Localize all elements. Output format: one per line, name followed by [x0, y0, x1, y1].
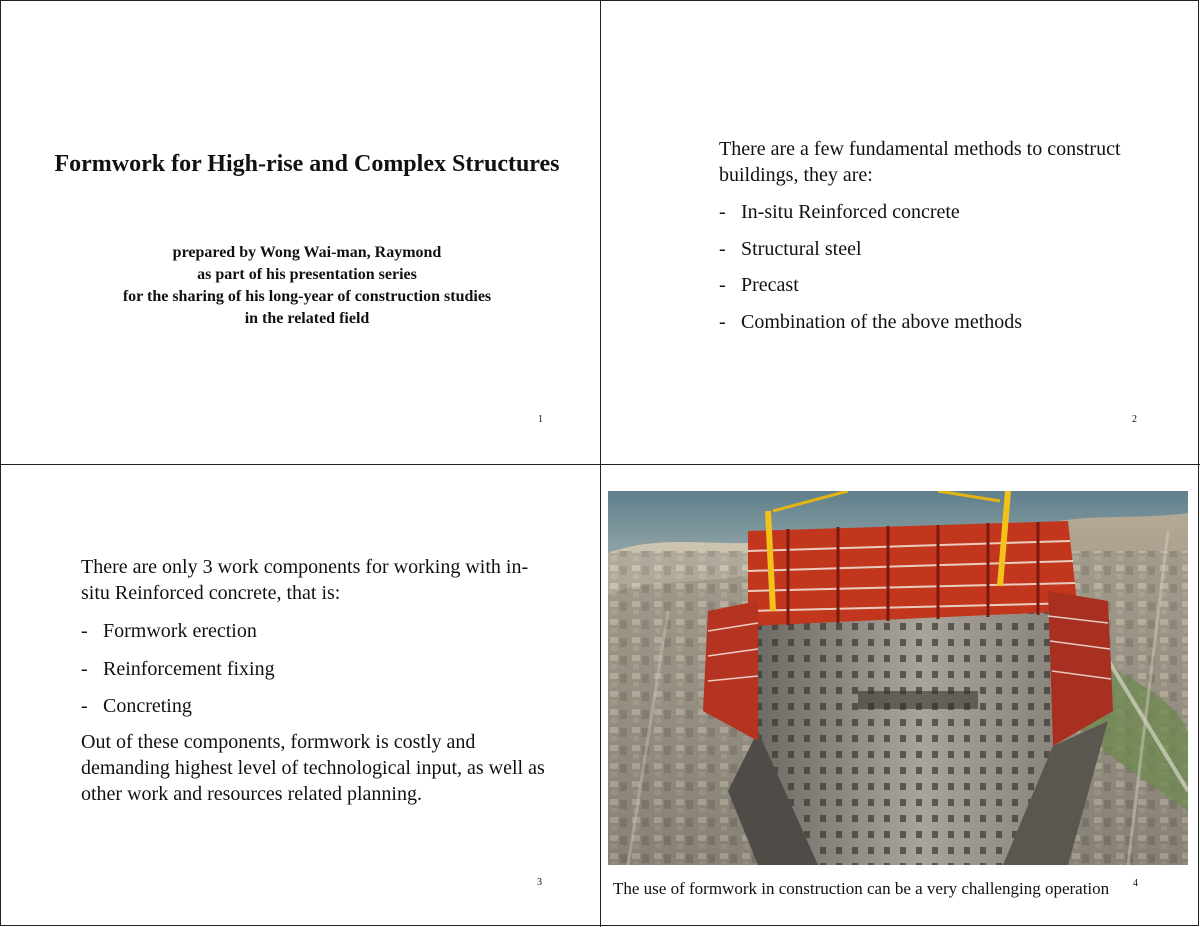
page-number: 1 [538, 414, 543, 425]
list-item-text: Concreting [103, 695, 192, 717]
list-item-text: Structural steel [741, 237, 862, 260]
list-item [719, 272, 1022, 298]
list-item [81, 618, 275, 644]
bullet-dash: - [81, 657, 88, 680]
slide-subtitle [60, 242, 554, 330]
list-item-text: Precast [741, 274, 799, 296]
bullet-dash: - [81, 695, 88, 717]
slide-1 [0, 0, 600, 464]
list-item [719, 236, 1022, 262]
subtitle-line: as part of his presentation series [197, 266, 417, 283]
list-item [81, 693, 275, 719]
page-number: 4 [1133, 878, 1138, 889]
slide-intro-text: There are only 3 work components for working with in-situ Reinforced concrete, that is: [81, 556, 529, 604]
subtitle-line: prepared by Wong Wai-man, Raymond [172, 244, 442, 261]
slide-closing-text: Out of these components, formwork is costly and demanding highest level of technological input, as well as other work and resources related planning. [81, 731, 545, 805]
bullet-dash: - [719, 310, 726, 333]
photo-caption: The use of formwork in construction can be a very challenging operation [613, 879, 1110, 898]
bullet-dash: - [719, 237, 726, 260]
slide-intro-text: There are a few fundamental methods to construct buildings, they are: [719, 138, 1121, 186]
components-list [81, 618, 275, 731]
bullet-dash: - [81, 620, 88, 642]
list-item-text: Reinforcement fixing [103, 657, 275, 680]
page-number: 3 [537, 877, 542, 888]
construction-photo [608, 491, 1188, 865]
slide-4 [601, 465, 1200, 927]
list-item-text: Combination of the above methods [741, 310, 1023, 333]
page-number: 2 [1132, 414, 1137, 425]
slide-3 [0, 465, 600, 927]
methods-list [719, 199, 1022, 345]
list-item [81, 656, 275, 682]
bullet-dash: - [719, 274, 726, 296]
list-item-text: Formwork erection [103, 620, 257, 642]
slide-2 [601, 0, 1200, 464]
list-item-text: In-situ Reinforced concrete [741, 201, 960, 223]
bullet-dash: - [719, 201, 726, 223]
subtitle-line: in the related field [244, 310, 370, 327]
list-item [719, 309, 1022, 335]
subtitle-line: for the sharing of his long-year of construction studies [122, 288, 492, 305]
list-item [719, 199, 1022, 225]
slide-title: Formwork for High-rise and Complex Structures [54, 151, 560, 177]
